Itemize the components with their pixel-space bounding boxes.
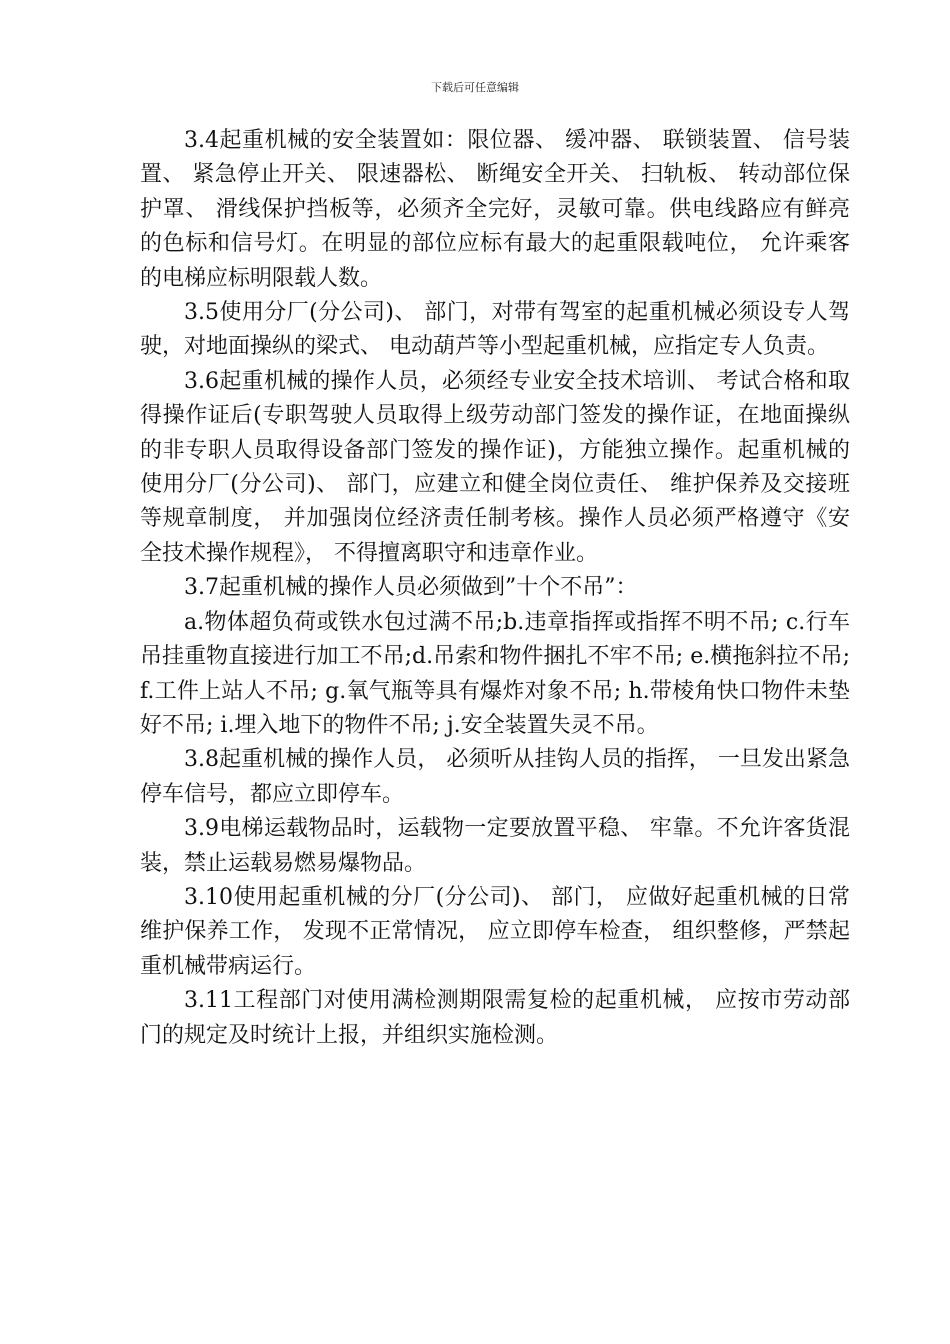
paragraph-3-10: 3.10使用起重机械的分厂(分公司)、 部门， 应做好起重机械的日常维护保养工作， 发现不正常情况， 应立即停车检查， 组织整修，严禁起重机械带病运行。	[140, 884, 850, 979]
paragraph-3-4: 3.4起重机械的安全装置如：限位器、 缓冲器、 联锁装置、 信号装置、 紧急停止开关、 限速器松、 断绳安全开关、 扫轨板、 转动部位保护罩、 滑线保护挡板等，必须齐全完好，灵敏可靠。供电线路应有鲜亮的色标和信号灯。在明显的部位应标有最大的起重限载吨位， 允许乘客的电梯应标明限载人数。	[140, 128, 850, 291]
paragraph-3-8: 3.8起重机械的操作人员， 必须听从挂钩人员的指挥， 一旦发出紧急停车信号，都应立即停车。	[140, 747, 850, 807]
document-body	[140, 124, 850, 1053]
paragraph-3-7: 3.7起重机械的操作人员必须做到”十个不吊”：	[184, 575, 638, 601]
paragraph-3-9: 3.9电梯运载物品时，运载物一定要放置平稳、 牢靠。不允许客货混装，禁止运载易燃易爆物品。	[140, 816, 850, 876]
page-header: 下载后可任意编辑	[431, 81, 519, 94]
paragraph-3-11: 3.11工程部门对使用满检测期限需复检的起重机械， 应按市劳动部门的规定及时统计上报，并组织实施检测。	[140, 988, 850, 1048]
paragraph-3-6: 3.6起重机械的操作人员，必须经专业安全技术培训、 考试合格和取得操作证后(专职驾驶人员取得上级劳动部门签发的操作证，在地面操纵的非专职人员取得设备部门签发的操作证)，方能独立操作。起重机械的使用分厂(分公司)、 部门，应建立和健全岗位责任、 维护保养及交接班等规章制度， 并加强岗位经济责任制考核。操作人员必须严格遵守《安全技术操作规程》， 不得擅离职守和违章作业。	[140, 368, 850, 566]
paragraph-3-5: 3.5使用分厂(分公司)、 部门，对带有驾室的起重机械必须设专人驾驶，对地面操纵的梁式、 电动葫芦等小型起重机械，应指定专人负责。	[140, 300, 850, 360]
paragraph-ten-rules: a.物体超负荷或铁水包过满不吊;b.违章指挥或指挥不明不吊; c.行车吊挂重物直接进行加工不吊;d.吊索和物件捆扎不牢不吊; e.横拖斜拉不吊; f.工件上站人不吊; g.氧气瓶等具有爆炸对象不吊; h.带棱角快口物件未垫好不吊; i.埋入地下的物件不吊; j.安全装置失灵不吊。	[140, 609, 850, 738]
